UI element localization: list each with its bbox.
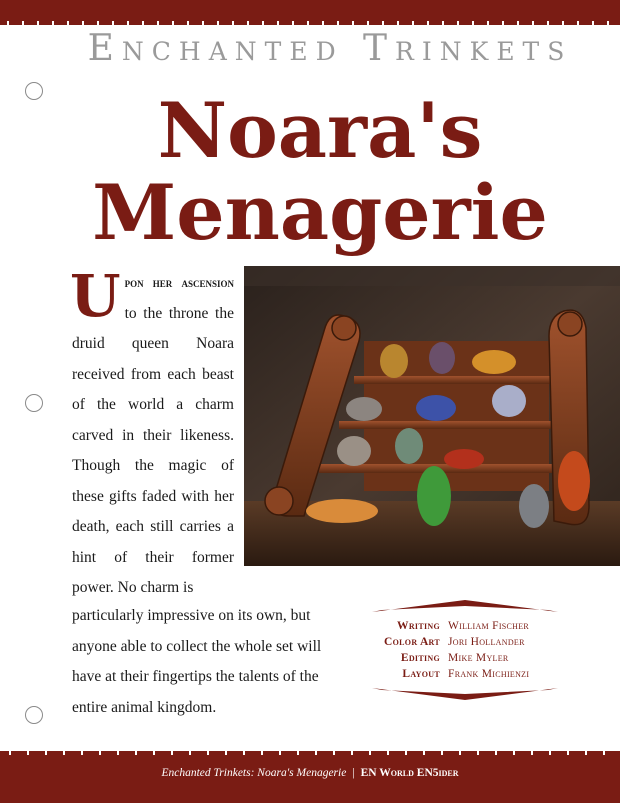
credit-name: Mike Myler: [448, 652, 509, 664]
intro-paragraph: [70, 262, 234, 604]
footer-title: Enchanted Trinkets: Noara's Menagerie: [161, 767, 347, 779]
page-title: [40, 86, 600, 257]
footer-separator: |: [352, 767, 355, 779]
footer-brand: EN World EN5ider: [360, 767, 459, 779]
intro-text-wide: particularly impressive on its own, but anyone able to collect the whole set will have at their fingertips the talents of the entire animal kingdom.: [72, 607, 322, 716]
credit-role: Color Art: [384, 636, 440, 648]
top-border-band: [0, 0, 620, 22]
charm-shelf-illustration: [244, 266, 620, 566]
binder-hole-bottom: [25, 706, 43, 724]
credit-name: William Fischer: [448, 620, 530, 632]
credit-role: Layout: [402, 668, 440, 680]
credit-name: Jori Hollander: [448, 636, 525, 648]
credit-name: Frank Michienzi: [448, 668, 530, 680]
title-line-2: Menagerie: [92, 168, 548, 257]
page-footer: [0, 767, 620, 779]
title-line-1: Noara's: [157, 86, 483, 175]
credits-box: [372, 598, 558, 702]
intro-text-narrow: to the throne the druid queen Noara received from each beast of the world a charm carved in their likeness. Though the magic of these gifts faded with her death, each still carries a hint of their former power. No charm is: [72, 304, 234, 596]
credits-frame: [372, 598, 558, 702]
lead-in: pon her ascension: [124, 275, 234, 290]
binder-hole-middle: [25, 394, 43, 412]
series-title: Enchanted Trinkets: [87, 28, 573, 69]
drop-cap: U: [70, 262, 121, 330]
credit-role: Editing: [400, 652, 440, 664]
credit-role: Writing: [397, 620, 440, 632]
illustration-charm-shelf: [244, 266, 620, 566]
